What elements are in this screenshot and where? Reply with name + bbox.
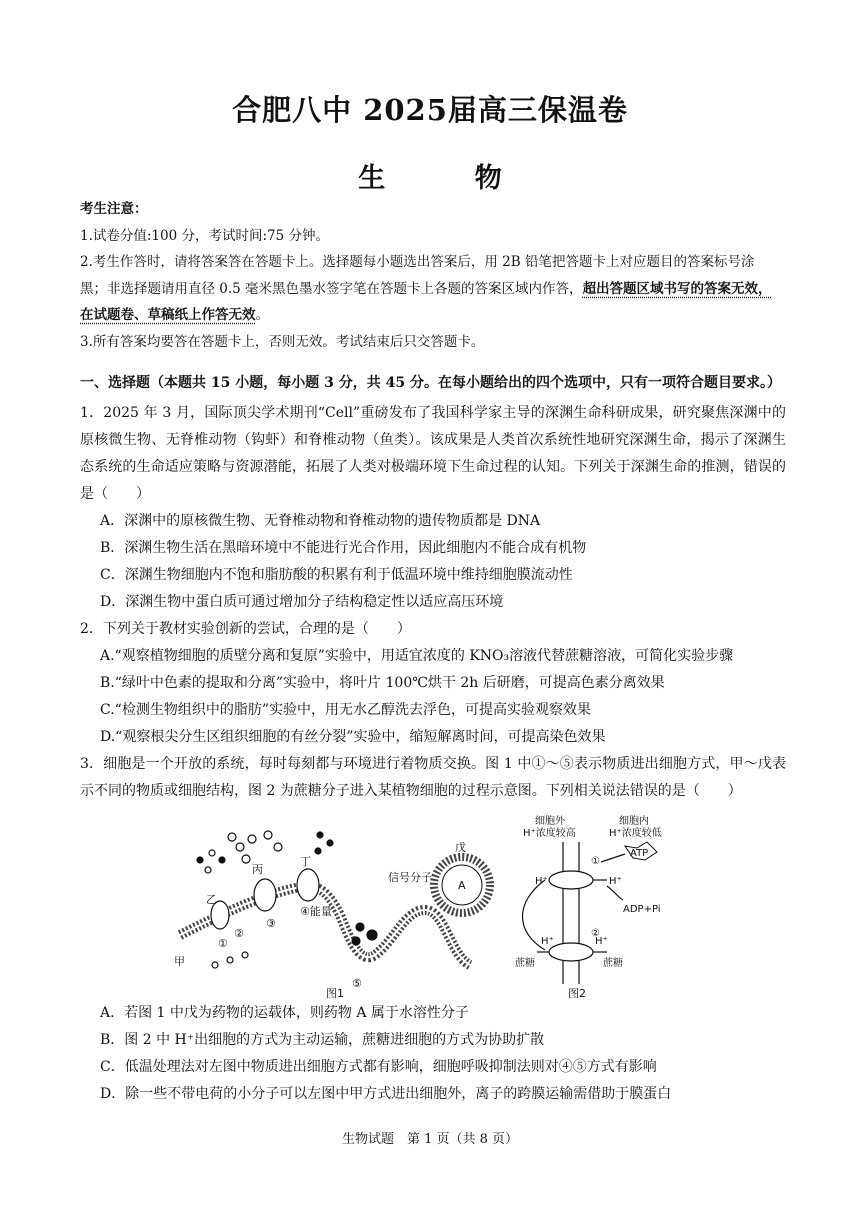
fig2-h-out: H⁺ — [535, 876, 548, 887]
fig2-sucrose-in: 蔗糖 — [603, 958, 623, 969]
question-2-option-c: C.“检测生物组织中的脂肪”实验中，用无水乙醇洗去浮色，可提高实验观察效果 — [100, 702, 591, 718]
fig1-label-jia: 甲 — [174, 955, 185, 968]
fig2-adp: ADP+Pi — [623, 904, 661, 915]
fig2-sucrose-out: 蔗糖 — [515, 958, 535, 969]
fig2-outside-label: 细胞外 — [535, 816, 565, 827]
question-1-option-b: B．深渊生物生活在黑暗环境中不能进行光合作用，因此细胞内不能合成有机物 — [100, 540, 587, 556]
question-1-stem: 1．2025 年 3 月，国际顶尖学术期刊“Cell”重磅发布了我国科学家主导的深渊生命科研成果，研究聚焦深渊中的原核微生物、无脊椎动物（钩虾）和脊椎动物（鱼类）。该成果是人类首次系统性地研究深渊生命，揭示了深渊生态系统的生命适应策略与资源潜能，拓展了人类对极端环境下生命过程的认知。下列关于深渊生命的推测，错误的是（ ） — [80, 405, 786, 502]
question-2-option-d: D.“观察根尖分生区组织细胞的有丝分裂”实验中，缩短解离时间，可提高染色效果 — [100, 729, 606, 745]
fig1-label-2: ② — [234, 927, 244, 940]
fig1-label-4-energy: ④能量 — [300, 905, 332, 918]
question-3-option-c: C．低温处理法对左图中物质进出细胞方式都有影响，细胞呼吸抑制法则对④⑤方式有影响 — [100, 1059, 657, 1075]
question-1-option-a: A．深渊中的原核微生物、无脊椎动物和脊椎动物的遗传物质都是 DNA — [100, 513, 541, 529]
fig2-h-out-2: H⁺ — [541, 936, 554, 947]
note-2-emphasis: 超出答题区域书写的答案无效，在试题卷、草稿纸上作答无效 — [80, 280, 772, 323]
subject-title: 生 物 — [358, 163, 542, 194]
exam-title: 合肥八中 2025届高三保温卷 — [232, 93, 628, 127]
note-2 — [80, 249, 780, 329]
section-heading: 一、选择题（本题共 15 小题，每小题 3 分，共 45 分。在每小题给出的四个选项中，只有一项符合题目要求。） — [80, 375, 781, 391]
note-1: 1.试卷分值:100 分，考试时间:75 分钟。 — [80, 227, 330, 244]
page-footer: 生物试题 第 1 页（共 8 页） — [341, 1132, 519, 1147]
figure-2-caption: 图2 — [568, 987, 586, 1000]
question-3-option-b: B．图 2 中 H⁺出细胞的方式为主动运输，蔗糖进细胞的方式为协助扩散 — [100, 1032, 545, 1048]
figure-1-membrane-transport — [160, 815, 510, 1000]
exam-notes — [80, 196, 780, 355]
notes-heading: 考生注意： — [80, 201, 148, 217]
fig1-label-wu: 戊 — [455, 841, 466, 854]
question-1-option-c: C．深渊生物细胞内不饱和脂肪酸的积累有利于低温环境中维持细胞膜流动性 — [100, 567, 573, 583]
fig1-label-drug-a: A — [458, 879, 466, 892]
fig1-label-ding: 丁 — [300, 855, 311, 868]
fig2-h-in-2: H⁺ — [595, 936, 608, 947]
note-2-text: 2.考生作答时，请将答案答在答题卡上。选择题每小题选出答案后，用 2B 铅笔把答题卡上对应题目的答案标号涂黑；非选择题请用直径 0.5 毫米黑色墨水签字笔在答题卡上各题的答案区域内作答， — [80, 254, 755, 297]
question-2-option-a: A.“观察植物细胞的质壁分离和复原”实验中，用适宜浓度的 KNO₃溶液代替蔗糖溶液，可简化实验步骤 — [100, 648, 734, 664]
fig2-h-in: H⁺ — [609, 876, 622, 887]
question-1-option-d: D．深渊生物中蛋白质可通过增加分子结构稳定性以适应高压环境 — [100, 594, 504, 610]
fig2-label-2: ② — [591, 928, 600, 939]
question-2-option-b: B.“绿叶中色素的提取和分离”实验中，将叶片 100℃烘干 2h 后研磨，可提高色素分离效果 — [100, 675, 665, 691]
fig1-label-bing: 丙 — [252, 863, 263, 876]
fig2-outside-h: H⁺浓度较高 — [523, 828, 576, 839]
fig1-label-yi: 乙 — [206, 893, 217, 906]
fig1-label-1: ① — [218, 937, 228, 950]
fig2-label-1: ① — [591, 856, 600, 867]
fig1-label-5: ⑤ — [352, 977, 362, 990]
question-3-option-d: D．除一些不带电荷的小分子可以左图中甲方式进出细胞外，离子的跨膜运输需借助于膜蛋白 — [100, 1086, 672, 1102]
fig2-inside-h: H⁺浓度较低 — [609, 828, 662, 839]
fig2-atp: ATP — [630, 848, 649, 859]
note-2-end: 。 — [255, 307, 269, 323]
question-3-stem: 3．细胞是一个开放的系统，每时每刻都与环境进行着物质交换。图 1 中①～⑤表示物质进出细胞方式，甲～戊表示不同的物质或细胞结构，图 2 为蔗糖分子进入某植物细胞的过程示意图。下列相关说法错误的是（ ） — [80, 756, 786, 799]
question-2-stem: 2．下列关于教材实验创新的尝试，合理的是（ ） — [80, 621, 411, 637]
figure-1-caption: 图1 — [326, 987, 344, 1000]
fig1-label-signal: 信号分子 — [388, 871, 432, 884]
figure-2-sucrose-transport — [515, 812, 725, 987]
question-3-option-a: A．若图 1 中戊为药物的运载体，则药物 A 属于水溶性分子 — [100, 1005, 469, 1021]
fig2-inside-label: 细胞内 — [619, 816, 649, 827]
note-3: 3.所有答案均要答在答题卡上，否则无效。考试结束后只交答题卡。 — [80, 333, 485, 350]
fig1-label-3: ③ — [266, 917, 276, 930]
